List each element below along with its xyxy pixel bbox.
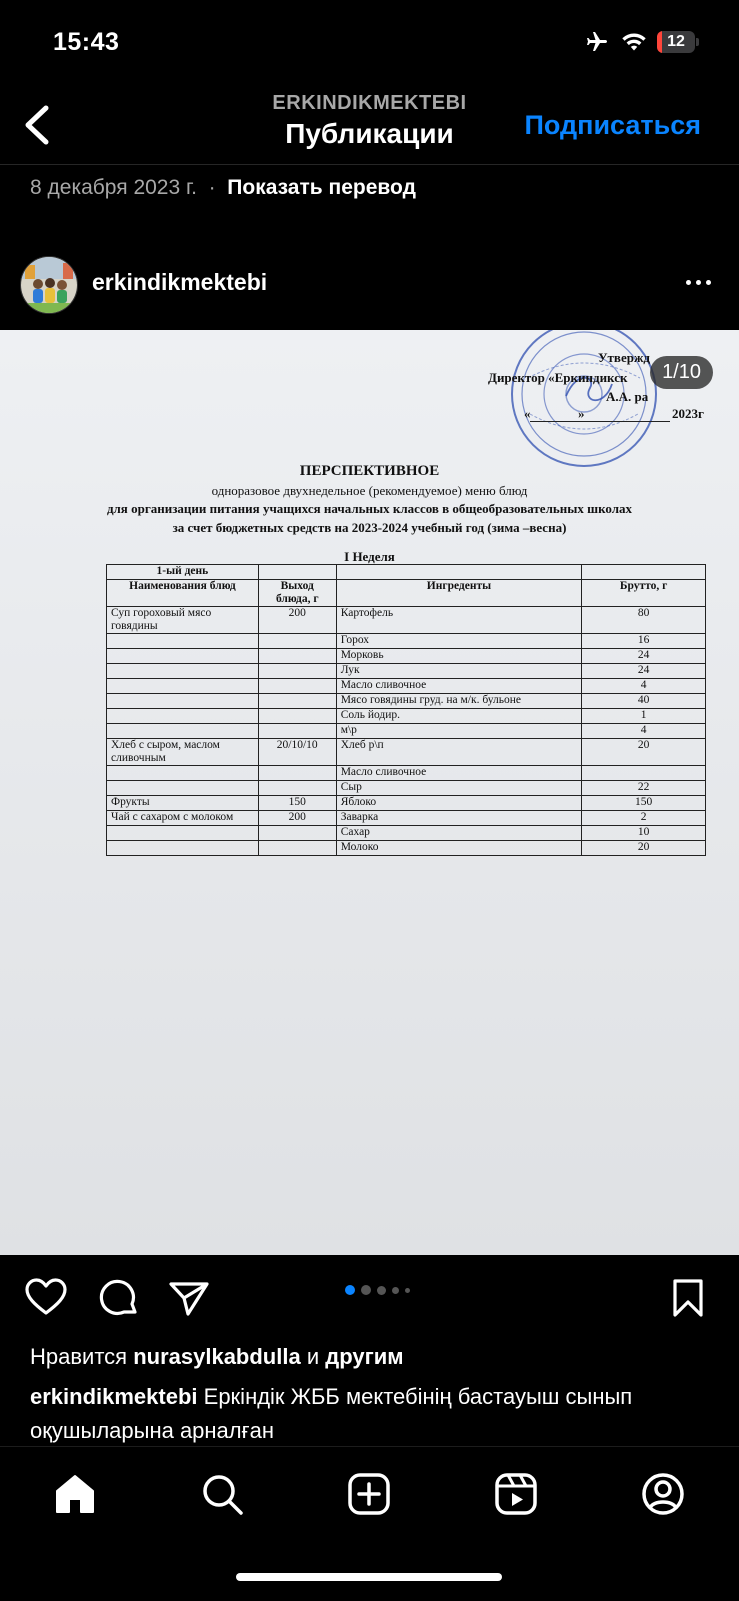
avatar[interactable] [20, 256, 78, 314]
document-page [0, 330, 739, 1255]
approval-line1: Утвержд [598, 350, 650, 365]
column-header: Ингреденты [336, 580, 581, 607]
dish-cell: Суп гороховый мясо говядины [107, 607, 259, 634]
carousel-dot[interactable] [392, 1287, 399, 1294]
gross-cell [582, 766, 706, 781]
day-label: 1-ый день [107, 565, 259, 580]
image-counter: 1/10 [650, 356, 713, 389]
table-row [107, 634, 706, 649]
dish-cell [107, 649, 259, 664]
ingredient-cell: Мясо говядины груд. на м/к. бульоне [336, 694, 581, 709]
table-row [107, 724, 706, 739]
post-caption[interactable] [30, 1380, 710, 1448]
show-translation-link[interactable]: Показать перевод [227, 176, 416, 199]
output-cell: 20/10/10 [258, 739, 336, 766]
ingredient-cell: Горох [336, 634, 581, 649]
output-cell [258, 841, 336, 856]
gross-cell: 150 [582, 796, 706, 811]
output-cell: 200 [258, 607, 336, 634]
gross-cell: 24 [582, 649, 706, 664]
table-row [107, 781, 706, 796]
dish-cell [107, 841, 259, 856]
dish-cell [107, 634, 259, 649]
table-row [107, 679, 706, 694]
output-cell [258, 664, 336, 679]
ingredient-cell: Морковь [336, 649, 581, 664]
caption-username[interactable]: erkindikmektebi [30, 1384, 198, 1409]
gross-cell: 40 [582, 694, 706, 709]
likes-others[interactable]: другим [325, 1344, 404, 1369]
follow-button[interactable]: Подписаться [524, 110, 701, 140]
ingredient-cell: Лук [336, 664, 581, 679]
ingredient-cell: Яблоко [336, 796, 581, 811]
document-subtitle-1: одноразовое двухнедельное (рекомендуемое) меню блюд [211, 483, 528, 498]
week-label: I Неделя [344, 549, 395, 564]
dish-cell [107, 781, 259, 796]
search-icon[interactable] [199, 1471, 245, 1517]
ingredient-cell: Масло сливочное [336, 766, 581, 781]
status-time: 15:43 [53, 28, 120, 56]
table-row [107, 739, 706, 766]
status-icons [583, 30, 699, 54]
carousel-dot[interactable] [361, 1285, 371, 1295]
output-cell [258, 694, 336, 709]
carousel-dot[interactable] [405, 1288, 410, 1293]
add-post-icon[interactable] [346, 1471, 392, 1517]
page-title: Публикации [285, 118, 454, 149]
approval-line2: Директор «Еркиндикск [488, 370, 628, 385]
output-cell [258, 724, 336, 739]
table-row [107, 709, 706, 724]
likes-prefix: Нравится [30, 1344, 128, 1369]
table-row [107, 664, 706, 679]
table-row [107, 766, 706, 781]
post-date: 8 декабря 2023 г. [30, 176, 197, 199]
document-subtitle-3: за счет бюджетных средств на 2023-2024 учебный год (зима –весна) [172, 520, 567, 535]
more-horizontal-icon[interactable] [686, 280, 711, 285]
table-row [107, 841, 706, 856]
gross-cell: 1 [582, 709, 706, 724]
bookmark-icon[interactable] [671, 1278, 705, 1318]
ingredient-cell: Заварка [336, 811, 581, 826]
gross-cell: 20 [582, 841, 706, 856]
table-header-row [107, 580, 706, 607]
table-row [107, 826, 706, 841]
battery-percent: 12 [667, 33, 685, 50]
column-header: Выход блюда, г [258, 580, 336, 607]
gross-cell: 24 [582, 664, 706, 679]
gross-cell: 4 [582, 679, 706, 694]
column-header: Брутто, г [582, 580, 706, 607]
approval-year: 2023г [672, 406, 704, 421]
post-username[interactable]: erkindikmektebi [92, 269, 268, 295]
column-header: Наименования блюд [107, 580, 259, 607]
gross-cell: 22 [582, 781, 706, 796]
send-icon[interactable] [168, 1280, 210, 1318]
ingredient-cell: Молоко [336, 841, 581, 856]
header-subtitle: ERKINDIKMEKTEBI [272, 92, 467, 114]
table-row [107, 607, 706, 634]
dish-cell: Чай с сахаром с молоком [107, 811, 259, 826]
approval-date-close: » [578, 406, 585, 421]
profile-icon[interactable] [640, 1471, 686, 1517]
caption-text: Еркіндік ЖББ мектебінің бастауыш сынып оқушыларына арналған [30, 1384, 633, 1443]
wifi-icon [621, 32, 647, 52]
likes-middle: и [306, 1344, 320, 1369]
menu-table [106, 564, 706, 856]
post-dateline [30, 176, 416, 200]
output-cell: 150 [258, 796, 336, 811]
table-row [107, 649, 706, 664]
heart-icon[interactable] [24, 1277, 68, 1317]
battery-indicator [657, 31, 699, 53]
output-cell: 200 [258, 811, 336, 826]
dish-cell [107, 694, 259, 709]
output-cell [258, 634, 336, 649]
gross-cell: 20 [582, 739, 706, 766]
reels-icon[interactable] [493, 1471, 539, 1517]
gross-cell: 10 [582, 826, 706, 841]
home-icon[interactable] [52, 1471, 98, 1517]
document-subtitle-2: для организации питания учащихся начальных классов в общеобразовательных школах [106, 501, 633, 516]
header-divider [0, 164, 739, 165]
table-row [107, 811, 706, 826]
comment-icon[interactable] [98, 1278, 140, 1320]
post-image[interactable] [0, 330, 739, 1255]
liker-username[interactable]: nurasylkabdulla [133, 1344, 301, 1369]
gross-cell: 4 [582, 724, 706, 739]
output-cell [258, 781, 336, 796]
dish-cell [107, 709, 259, 724]
table-day-row [107, 565, 706, 580]
likes-summary[interactable] [30, 1344, 404, 1370]
dish-cell [107, 724, 259, 739]
dish-cell [107, 679, 259, 694]
output-cell [258, 766, 336, 781]
dish-cell [107, 826, 259, 841]
dish-cell: Хлеб с сыром, маслом сливочным [107, 739, 259, 766]
dish-cell: Фрукты [107, 796, 259, 811]
airplane-mode-icon [583, 30, 611, 54]
ingredient-cell: Сыр [336, 781, 581, 796]
ingredient-cell: Хлеб р\п [336, 739, 581, 766]
approval-date-open: « [524, 406, 531, 421]
home-indicator [236, 1573, 502, 1581]
ingredient-cell: Соль йодир. [336, 709, 581, 724]
output-cell [258, 649, 336, 664]
bottom-tab-bar [0, 1446, 739, 1601]
output-cell [258, 679, 336, 694]
dish-cell [107, 664, 259, 679]
ingredient-cell: Масло сливочное [336, 679, 581, 694]
output-cell [258, 826, 336, 841]
dish-cell [107, 766, 259, 781]
ingredient-cell: Картофель [336, 607, 581, 634]
ingredient-cell: м\р [336, 724, 581, 739]
document-title: ПЕРСПЕКТИВНОЕ [299, 463, 440, 479]
output-cell [258, 709, 336, 724]
gross-cell: 16 [582, 634, 706, 649]
gross-cell: 2 [582, 811, 706, 826]
ingredient-cell: Сахар [336, 826, 581, 841]
table-row [107, 796, 706, 811]
table-row [107, 694, 706, 709]
carousel-dot-active[interactable] [345, 1285, 355, 1295]
carousel-dots[interactable] [345, 1285, 410, 1295]
carousel-dot[interactable] [377, 1286, 386, 1295]
gross-cell: 80 [582, 607, 706, 634]
approval-line3: А.А. ра [606, 389, 649, 404]
separator-dot: · [208, 176, 216, 199]
avatar-image [21, 257, 77, 313]
